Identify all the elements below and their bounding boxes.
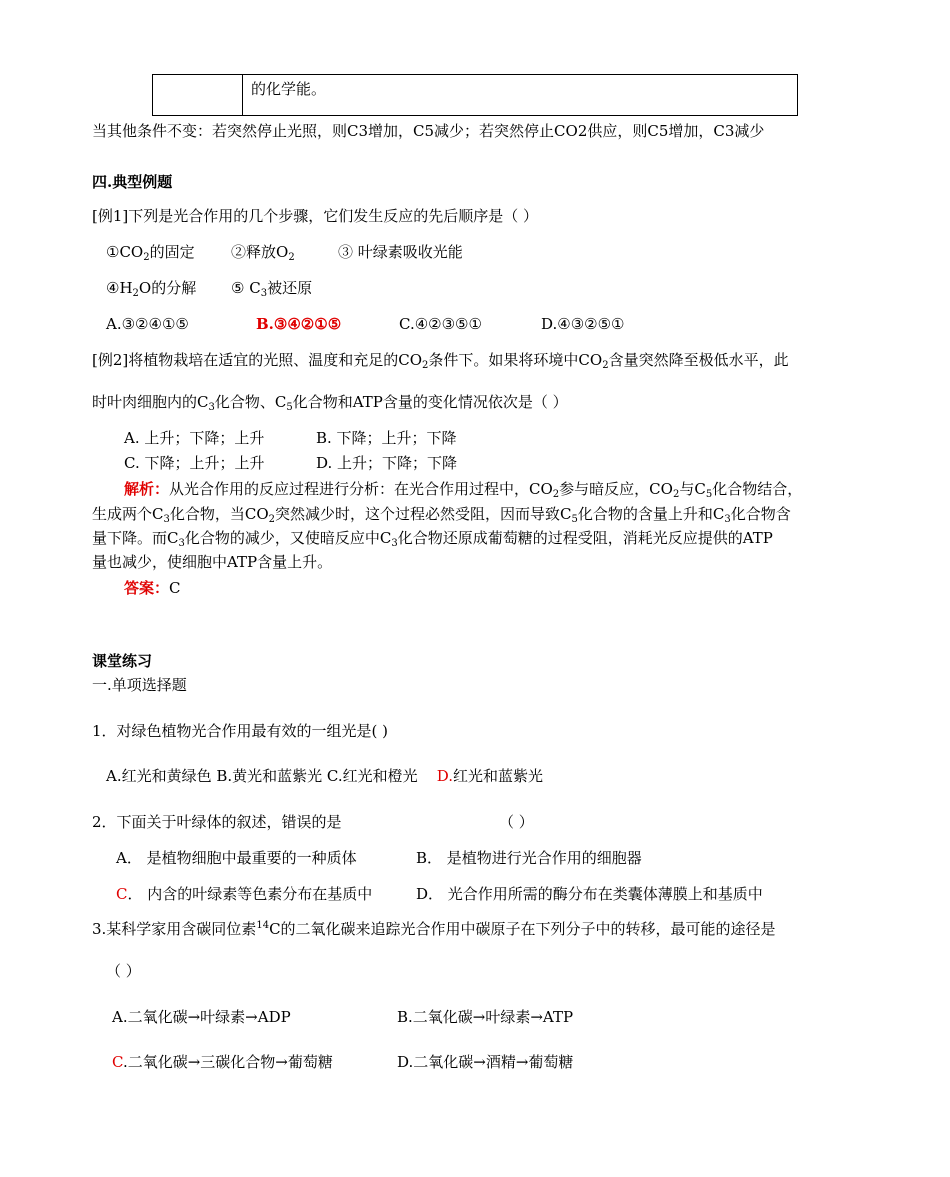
- question2-option-d: D． 光合作用所需的酶分布在类囊体薄膜上和基质中: [416, 885, 763, 903]
- question3-stem: 3.某科学家用含碳同位素$^{14}$C的二氧化碳来追踪光合作用中碳原子在下列分子中的转移，最可能的途径是: [92, 920, 776, 938]
- question2-option-b: B． 是植物进行光合作用的细胞器: [416, 849, 642, 867]
- example2-option-b: B. 下降；上升；下降: [316, 429, 457, 447]
- example1-option-b-correct: B.③④②①⑤: [256, 315, 342, 333]
- question3-option-c: C.二氧化碳→三碳化合物→葡萄糖: [112, 1053, 333, 1071]
- example1-option-a: A.③②④①⑤: [106, 315, 189, 333]
- question3-option-c-letter: C: [112, 1053, 123, 1071]
- answer-value: C: [169, 579, 181, 597]
- summary-table-fragment: [152, 74, 798, 116]
- table-row: [153, 75, 798, 116]
- example2-analysis-line4: 量也减少，使细胞中ATP含量上升。: [92, 553, 333, 571]
- question2-option-c: C． 内含的叶绿素等色素分布在基质中: [116, 885, 373, 903]
- answer-label: 答案：: [124, 579, 170, 597]
- table-cell-left: [153, 75, 243, 116]
- example1-option-c: C.④②③⑤①: [399, 315, 482, 333]
- example2-stem-line1: [例2]将植物栽培在适宜的光照、温度和充足的$CO_2$条件下。如果将环境中$CO_2$含量突然降至极低水平，此: [92, 351, 789, 371]
- example1-option-d: D.④③②⑤①: [541, 315, 625, 333]
- example2-analysis-line3: 量下降。而$C_3$化合物的减少，又使暗反应中$C_3$化合物还原成葡萄糖的过程受阻，消耗光反应提供的ATP: [92, 529, 773, 549]
- question2-paren: （ ）: [499, 813, 534, 831]
- question2-option-a: A． 是植物细胞中最重要的一种质体: [116, 849, 357, 867]
- question3-paren: （ ）: [106, 962, 141, 980]
- practice-title: 课堂练习: [92, 652, 153, 670]
- example1-step3: ③ 叶绿素吸收光能: [338, 243, 463, 261]
- question2-stem: 2．下面关于叶绿体的叙述，错误的是: [92, 813, 342, 831]
- example2-option-d: D. 上升；下降；下降: [316, 454, 458, 472]
- example2-analysis-line2: 生成两个$C_3$化合物，当$CO_2$突然减少时，这个过程必然受阻，因而导致$C_5$化合物的含量上升和$C_3$化合物含: [92, 505, 791, 525]
- example1-stem: [例1]下列是光合作用的几个步骤，它们发生反应的先后顺序是（ ）: [92, 207, 539, 225]
- practice-subtitle: 一.单项选择题: [92, 676, 187, 694]
- question1-options: A.红光和黄绿色 B.黄光和蓝紫光 C.红光和橙光 D.红光和蓝紫光: [106, 767, 543, 785]
- question1-option-d-letter: D.: [436, 767, 453, 785]
- example1-step5: ⑤ $C_3$被还原: [231, 279, 313, 299]
- table-cell-right: 的化学能。: [243, 75, 798, 116]
- question3-option-a: A.二氧化碳→叶绿素→ADP: [112, 1008, 291, 1026]
- example2-option-c: C. 下降；上升；上升: [124, 454, 265, 472]
- example1-step4: $④H_2O$的分解: [106, 279, 197, 299]
- example1-step2: ②释放$O_2$: [231, 243, 295, 263]
- example1-step1: $①CO_2$的固定: [106, 243, 195, 263]
- condition-note: 当其他条件不变：若突然停止光照，则C3增加，C5减少；若突然停止CO2供应，则C5增加，C3减少: [92, 122, 765, 140]
- example2-answer: [124, 578, 181, 598]
- question3-option-d: D.二氧化碳→酒精→葡萄糖: [397, 1053, 574, 1071]
- question1-stem: 1．对绿色植物光合作用最有效的一组光是( ): [92, 722, 389, 740]
- example2-option-a: A. 上升；下降；上升: [124, 429, 265, 447]
- section-title-examples: 四.典型例题: [92, 173, 173, 191]
- question3-option-b: B.二氧化碳→叶绿素→ATP: [397, 1008, 574, 1026]
- analysis-label: 解析：: [124, 480, 170, 498]
- example2-stem-line2: 时叶肉细胞内的$C_3$化合物、$C_5$化合物和ATP含量的变化情况依次是（ ）: [92, 393, 568, 413]
- example2-analysis-line1: 解析：从光合作用的反应过程进行分析：在光合作用过程中，$CO_2$参与暗反应，$CO_2$与$C_5$化合物结合，: [124, 480, 803, 500]
- question2-option-c-letter: C: [116, 885, 128, 903]
